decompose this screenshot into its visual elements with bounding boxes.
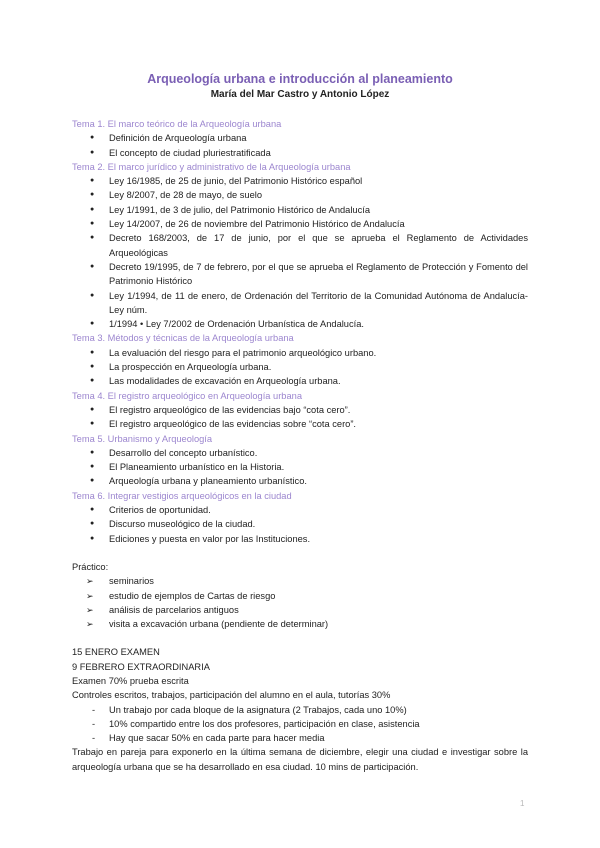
practico-list [72, 574, 528, 631]
list-item: ● Decreto 168/2003, de 17 de junio, por el que se aprueba el Reglamento de Actividades Arqueológicas [72, 231, 528, 260]
list-item: - Hay que sacar 50% en cada parte para hacer media [72, 731, 528, 745]
topic-heading: Tema 2. El marco jurídico y administrativo de la Arqueología urbana [72, 161, 351, 172]
topic-list [72, 131, 528, 160]
document-authors: María del Mar Castro y Antonio López [210, 89, 390, 100]
topic-list [72, 403, 528, 432]
list-item: - Un trabajo por cada bloque de la asignatura (2 Trabajos, cada uno 10%) [72, 703, 528, 717]
topic-heading: Tema 1. El marco teórico de la Arqueología urbana [72, 119, 282, 129]
assessment-list [72, 703, 528, 746]
document-title: Arqueología urbana e introducción al planeamiento [147, 72, 453, 86]
page-number: 1 [520, 799, 525, 808]
list-item: ● Ley 1/1994, de 11 de enero, de Ordenación del Territorio de la Comunidad Autónoma de Andalucía- Ley núm. [72, 289, 528, 318]
list-item: ● Ley 16/1985, de 25 de junio, del Patrimonio Histórico español [72, 174, 528, 188]
list-item: ● Ley 14/2007, de 26 de noviembre del Patrimonio Histórico de Andalucía [72, 217, 528, 231]
list-item: ● La prospección en Arqueología urbana. [72, 360, 528, 374]
list-item: ● Criterios de oportunidad. [72, 503, 528, 517]
document-body [72, 117, 528, 774]
topic-list [72, 174, 528, 331]
practico-label: Práctico: [72, 561, 109, 572]
spacer [72, 631, 528, 645]
topic-heading: Tema 3. Métodos y técnicas de la Arqueología urbana [72, 333, 294, 344]
extraordinary-date: 9 FEBRERO EXTRAORDINARIA [72, 661, 210, 672]
topic-heading: Tema 5. Urbanismo y Arqueología [72, 433, 213, 444]
list-item: ➢ visita a excavación urbana (pendiente de determinar) [72, 617, 528, 631]
list-item: ➢ estudio de ejemplos de Cartas de riesgo [72, 589, 528, 603]
assignment-description: Trabajo en pareja para exponerlo en la última semana de diciembre, elegir una ciudad e investigar sobre la arqueología urbana que se ha desarrollado en esa ciudad. 10 mins de participación. [72, 747, 528, 772]
list-item: ● Ley 1/1991, de 3 de julio, del Patrimonio Histórico de Andalucía [72, 203, 528, 217]
topic-list [72, 446, 528, 489]
spacer [72, 546, 528, 560]
exam-weight: Examen 70% prueba escrita [72, 675, 189, 686]
list-item: ● El concepto de ciudad pluriestratificada [72, 146, 528, 160]
list-item: ➢ análisis de parcelarios antiguos [72, 603, 528, 617]
list-item: ● El registro arqueológico de las evidencias sobre “cota cero”. [72, 417, 528, 431]
list-item: ● Las modalidades de excavación en Arqueología urbana. [72, 374, 528, 388]
list-item: ● Ley 8/2007, de 28 de mayo, de suelo [72, 188, 528, 202]
continuous-assessment: Controles escritos, trabajos, participación del alumno en el aula, tutorías 30% [72, 690, 391, 701]
list-item: ● 1/1994 • Ley 7/2002 de Ordenación Urbanística de Andalucía. [72, 317, 528, 331]
topic-list [72, 503, 528, 546]
list-item: ➢ seminarios [72, 574, 528, 588]
topic-list [72, 346, 528, 389]
list-item: ● Discurso museológico de la ciudad. [72, 517, 528, 531]
list-item: ● Desarrollo del concepto urbanístico. [72, 446, 528, 460]
list-item: ● El registro arqueológico de las evidencias bajo “cota cero”. [72, 403, 528, 417]
topic-heading: Tema 4. El registro arqueológico en Arqueología urbana [72, 390, 302, 401]
list-item: ● Ediciones y puesta en valor por las Instituciones. [72, 532, 528, 546]
list-item: ● Definición de Arqueología urbana [72, 131, 528, 145]
list-item: ● Decreto 19/1995, de 7 de febrero, por el que se aprueba el Reglamento de Protección y Fomento del Patrimonio Histórico [72, 260, 528, 289]
topic-heading: Tema 6. Integrar vestigios arqueológicos en la ciudad [72, 490, 292, 501]
list-item: ● Arqueología urbana y planeamiento urbanístico. [72, 474, 528, 488]
list-item: ● El Planeamiento urbanístico en la Historia. [72, 460, 528, 474]
list-item: ● La evaluación del riesgo para el patrimonio arqueológico urbano. [72, 346, 528, 360]
exam-date: 15 ENERO EXAMEN [72, 647, 160, 658]
list-item: - 10% compartido entre los dos profesores, participación en clase, asistencia [72, 717, 528, 731]
